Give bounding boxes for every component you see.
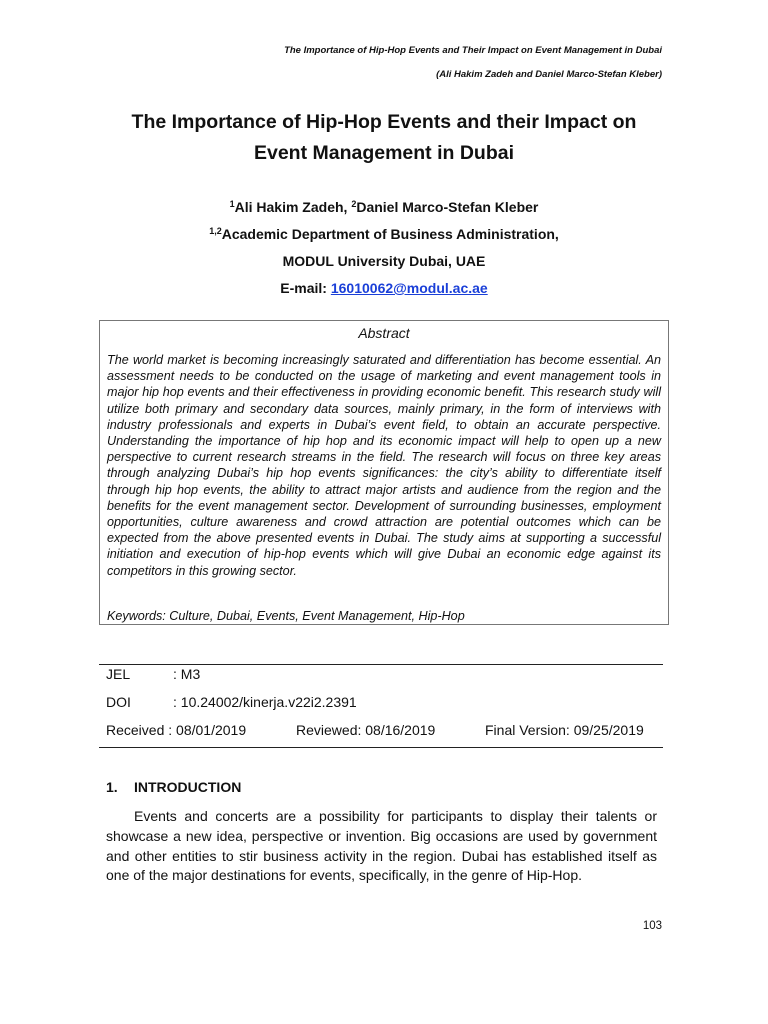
email-line xyxy=(0,280,768,296)
page-number: 103 xyxy=(642,920,662,932)
affiliation-line-1 xyxy=(0,226,768,242)
email-label: E-mail: xyxy=(280,280,331,296)
introduction-paragraph: Events and concerts are a possibility for participants to display their talents or showcase a new idea, perspective or invention. Big occasions are used by government and other entities to stir business activity in the region. Dubai has established itself as one of the major destinations for events, specifically, in the genre of Hip-Hop. xyxy=(106,808,657,884)
doi-value: : 10.24002/kinerja.v22i2.2391 xyxy=(173,694,357,710)
paper-title-line-1: The Importance of Hip-Hop Events and their Impact on xyxy=(131,111,637,133)
received-date: Received : 08/01/2019 xyxy=(106,722,247,738)
meta-bottom-rule xyxy=(99,747,663,748)
paper-title-line-2: Event Management in Dubai xyxy=(253,142,515,164)
section-number: 1. xyxy=(106,779,118,795)
paper-title xyxy=(0,107,768,169)
running-header-authors: (Ali Hakim Zadeh and Daniel Marco-Stefan Kleber) xyxy=(436,69,662,80)
section-heading-introduction xyxy=(106,779,241,795)
email-link[interactable]: 16010062@modul.ac.ae xyxy=(330,280,488,296)
running-header-title: The Importance of Hip-Hop Events and Their Impact on Event Management in Dubai xyxy=(284,45,662,56)
author1-name: Ali Hakim Zadeh, xyxy=(234,199,352,215)
final-version-date: Final Version: 09/25/2019 xyxy=(485,722,644,738)
affiliation-superscript: 1,2 xyxy=(209,226,222,236)
author2-superscript: 2 xyxy=(351,199,357,209)
abstract-box xyxy=(99,320,669,625)
author2-name: Daniel Marco-Stefan Kleber xyxy=(356,199,539,215)
reviewed-date: Reviewed: 08/16/2019 xyxy=(296,722,436,738)
author1-superscript: 1 xyxy=(229,199,235,209)
affiliation-line-2: MODUL University Dubai, UAE xyxy=(282,253,486,269)
meta-top-rule xyxy=(99,664,663,665)
section-title: INTRODUCTION xyxy=(134,779,242,795)
jel-value: : M3 xyxy=(173,666,201,682)
jel-label: JEL xyxy=(106,666,131,682)
author-list xyxy=(0,199,768,215)
doi-label: DOI xyxy=(106,694,131,710)
abstract-heading: Abstract xyxy=(358,325,410,341)
abstract-text: The world market is becoming increasingly saturated and differentiation has become essential. An assessment needs to be conducted on the usage of marketing and event management tools in major hip hop events and their effectiveness in providing economic benefit. This research study will utilize both primary and secondary data sources, mainly primary, in the form of interviews with industry professionals and experts in Dubai’s event field, to obtain an accurate perspective. Understanding the importance of hip hop and its economic impact will help to open up a new perspective to current research streams in the field. The research will focus on three key areas through analyzing Dubai’s hip hop events significances: the city’s ability to differentiate itself through hip hop events, the ability to attract major artists and audience from the region and the benefits for the event management sector. Development of surrounding businesses, employment opportunities, culture awareness and crowd attraction are potential outcomes which can be expected from the above presented events in Dubai. The study aims at supporting a successful initiation and execution of hip-hop events which will give Dubai an economic edge against its competitors in this growing sector. xyxy=(107,353,661,578)
abstract-keywords: Keywords: Culture, Dubai, Events, Event Management, Hip-Hop xyxy=(107,609,465,623)
affiliation-department: Academic Department of Business Administration, xyxy=(221,226,559,242)
